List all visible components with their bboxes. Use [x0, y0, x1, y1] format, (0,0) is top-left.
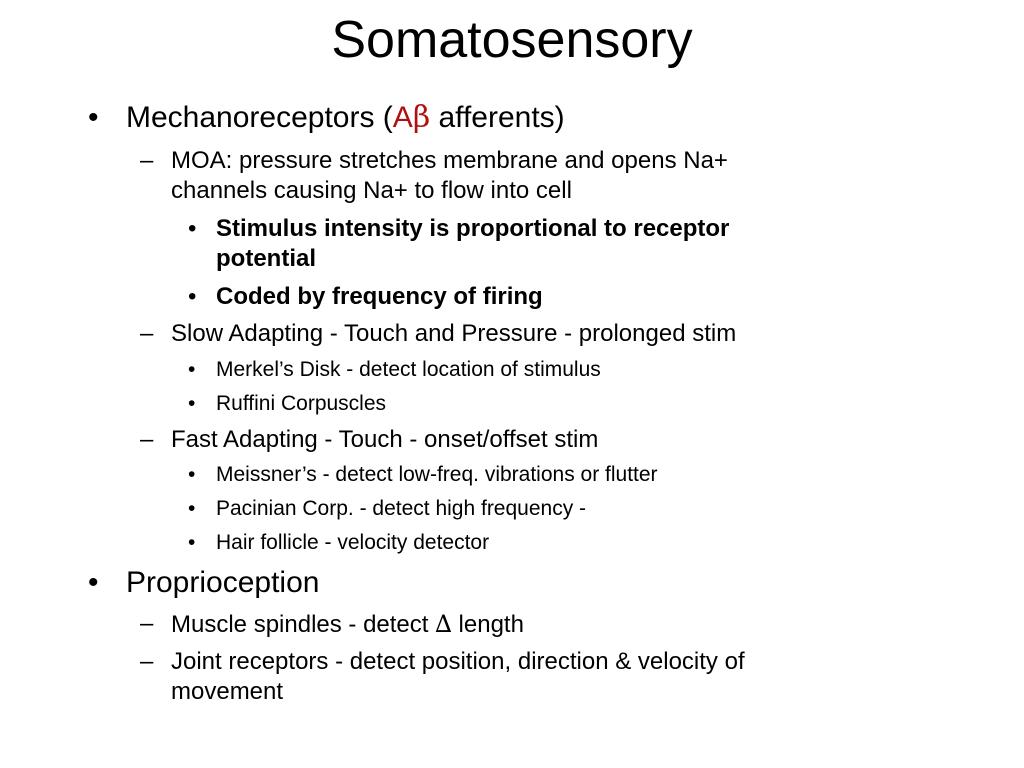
- dash-bullet: –: [140, 426, 154, 453]
- dot-bullet: •: [188, 283, 197, 310]
- bullet-text: [126, 100, 565, 136]
- accent-letter: A: [392, 101, 413, 134]
- dot-bullet: •: [188, 531, 196, 554]
- delta-symbol: ∆: [435, 610, 452, 638]
- text-before: Mechanoreceptors (: [126, 101, 393, 134]
- dot-bullet: •: [188, 463, 196, 486]
- line-1: Ruffini Corpuscles: [216, 392, 387, 415]
- text-before: Muscle spindles - detect: [171, 611, 436, 638]
- dot-bullet: •: [188, 358, 196, 381]
- dot-bullet: •: [188, 497, 196, 520]
- line-1: MOA: pressure stretches membrane and opens Na+: [171, 147, 728, 174]
- line-1: Joint receptors - detect position, direction & velocity of: [171, 648, 745, 675]
- bullet-text: [171, 609, 524, 640]
- text-after: length: [451, 611, 524, 638]
- line-1: Meissner’s - detect low-freq. vibrations or flutter: [216, 463, 658, 486]
- bullet-dot: •: [88, 101, 99, 134]
- slide-title: Somatosensory: [331, 11, 693, 69]
- line-1: Fast Adapting - Touch - onset/offset stim: [171, 426, 599, 453]
- line-2: movement: [171, 678, 284, 705]
- line-2: potential: [216, 245, 316, 272]
- dash-bullet: –: [140, 648, 154, 675]
- line-1: Slow Adapting - Touch and Pressure - prolonged stim: [171, 320, 737, 347]
- line-1: Pacinian Corp. - detect high frequency -: [216, 497, 587, 520]
- line-1: Hair follicle - velocity detector: [216, 531, 490, 554]
- dash-bullet: –: [140, 610, 154, 637]
- dash-bullet: –: [140, 147, 154, 174]
- dash-bullet: –: [140, 320, 154, 347]
- line-1: Proprioception: [126, 566, 320, 599]
- beta-symbol: β: [412, 100, 431, 135]
- text-after: afferents): [430, 101, 565, 134]
- dot-bullet: •: [188, 215, 197, 242]
- line-1: Coded by frequency of firing: [216, 283, 543, 310]
- line-1: Merkel’s Disk - detect location of stimulus: [216, 358, 601, 381]
- line-1: Stimulus intensity is proportional to receptor: [216, 215, 730, 242]
- line-2: channels causing Na+ to flow into cell: [171, 177, 572, 204]
- dot-bullet: •: [188, 392, 196, 415]
- bullet-dot: •: [88, 566, 99, 599]
